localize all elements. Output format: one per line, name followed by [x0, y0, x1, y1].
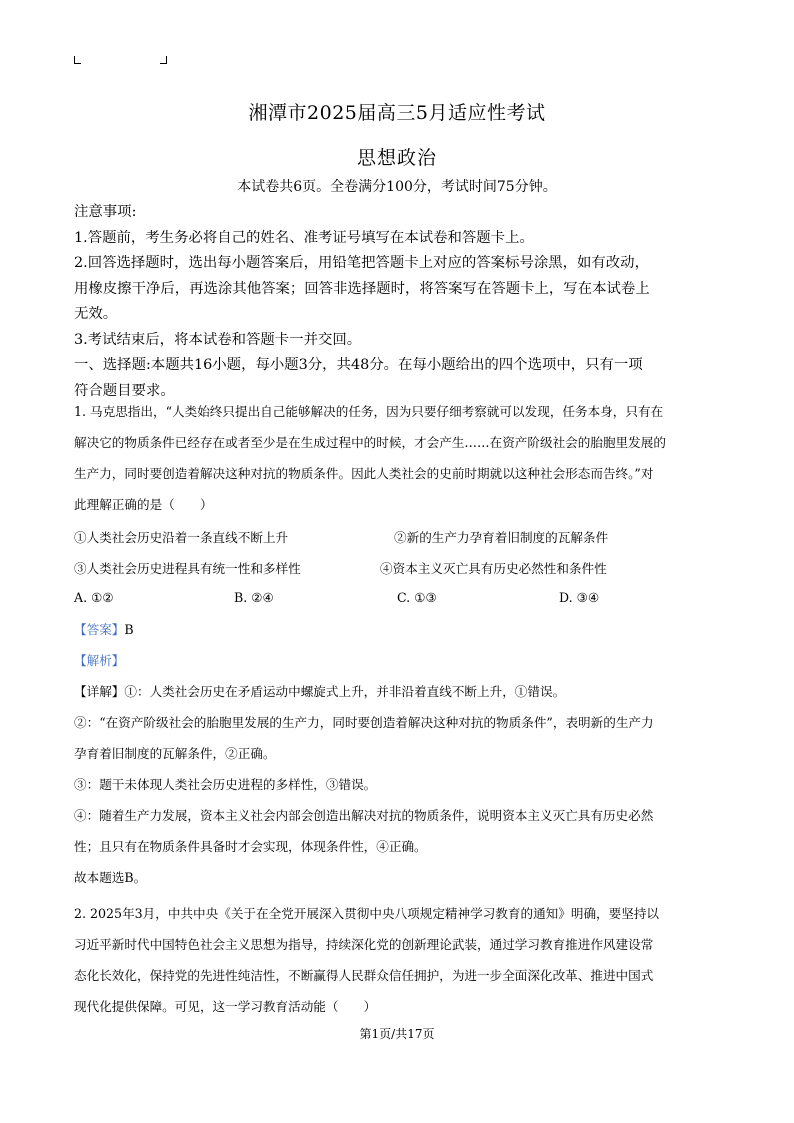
notes-line: 2.回答选择题时，选出每小题答案后，用铅笔把答题卡上对应的答案标号涂黑，如有改动， — [74, 255, 649, 271]
notes-line: 一、选择题:本题共16小题，每小题3分，共48分。在每小题给出的四个选项中，只有一项 — [74, 357, 643, 373]
stem-line: 2. 2025年3月，中共中央《关于在全党开展深入贯彻中央八项规定精神学习教育的通知》明确，要坚持以 — [74, 906, 660, 921]
notes-line: 符合题目要求。 — [74, 382, 175, 399]
statement-2: ②新的生产力孕育着旧制度的瓦解条件 — [394, 530, 609, 545]
answer-section — [74, 614, 724, 893]
notes-line: 3.考试结束后，将本试卷和答题卡一并交回。 — [74, 331, 362, 348]
conclusion-line: 故本题选B。 — [74, 870, 147, 885]
notes-line: 无效。 — [74, 306, 118, 322]
detail-line: ②：“在资产阶级社会的胎胞里发展的生产力，同时要创造着解决这种对抗的物质条件”，表明新的生产力 — [74, 715, 654, 730]
page-footer: 第1页/共17页 — [359, 1027, 435, 1041]
corner-mark-left — [74, 56, 81, 64]
detail-line: 孕育着旧制度的瓦解条件，②正确。 — [74, 746, 276, 761]
corner-mark-right — [160, 56, 167, 64]
analysis-tag: 【解析】 — [74, 653, 125, 668]
exam-title: 湘潭市2025届高三5月适应性考试 — [248, 102, 546, 124]
detail-line: 性；且只有在物质条件具备时才会实现，体现条件性，④正确。 — [74, 839, 427, 854]
stem-line: 现代化提供保障。可见，这一学习教育活动能（ ） — [74, 999, 377, 1014]
notes-heading: 注意事项: — [74, 204, 137, 220]
detail-line: 【详解】①：人类社会历史在矛盾运动中螺旋式上升，并非沿着直线不断上升，①错误。 — [74, 684, 566, 699]
answer-value: B — [124, 622, 134, 637]
statement-1: ①人类社会历史沿着一条直线不断上升 — [74, 530, 289, 545]
exam-info: 本试卷共6页。全卷满分100分，考试时间75分钟。 — [237, 179, 557, 195]
stem-line: 生产力，同时要创造着解决这种对抗的物质条件。因此人类社会的史前时期就以这种社会形态而告终。”对 — [74, 466, 654, 481]
statement-4: ④资本主义灭亡具有历史必然性和条件性 — [380, 561, 607, 576]
question-1-stem — [74, 396, 724, 520]
stem-line: 态化长效化，保持党的先进性纯洁性，不断赢得人民群众信任拥护，为进一步全面深化改革、推进中国式 — [74, 968, 654, 983]
detail-line: ④：随着生产力发展，资本主义社会内部会创造出解决对抗的物质条件，说明资本主义灭亡具有历史必然 — [74, 808, 654, 823]
detail-tag: 【详解】 — [74, 684, 125, 699]
notes-line: 1.答题前，考生务必将自己的姓名、准考证号填写在本试卷和答题卡上。 — [74, 229, 534, 246]
stem-line: 习近平新时代中国特色社会主义思想为指导，持续深化党的创新理论武装，通过学习教育推进作风建设常 — [74, 937, 654, 952]
choice-d: D. ③④ — [559, 590, 600, 605]
choice-c: C. ①③ — [397, 590, 437, 605]
stem-line: 解决它的物质条件已经存在或者至少是在生成过程中的时候，才会产生……在资产阶级社会的胎胞里发展的 — [74, 435, 666, 450]
notes-section — [74, 200, 724, 404]
choice-b: B. ②④ — [234, 590, 274, 605]
stem-line: 此理解正确的是（ ） — [74, 497, 213, 512]
choice-a: A. ①② — [74, 590, 114, 605]
question-2-stem — [74, 898, 724, 1022]
statement-3: ③人类社会历史进程具有统一性和多样性 — [74, 561, 301, 576]
detail-line: ③：题干未体现人类社会历史进程的多样性，③错误。 — [74, 777, 377, 792]
answer-line — [74, 614, 724, 645]
stem-line: 1. 马克思指出，“人类始终只提出自己能够解决的任务，因为只要仔细考察就可以发现，任务本身，只有在 — [74, 404, 664, 419]
subject-title: 思想政治 — [356, 147, 437, 169]
answer-tag: 【答案】 — [74, 622, 125, 637]
analysis-line — [74, 645, 724, 676]
notes-line: 用橡皮擦干净后，再选涂其他答案；回答非选择题时，将答案写在答题卡上，写在本试卷上 — [74, 280, 650, 297]
